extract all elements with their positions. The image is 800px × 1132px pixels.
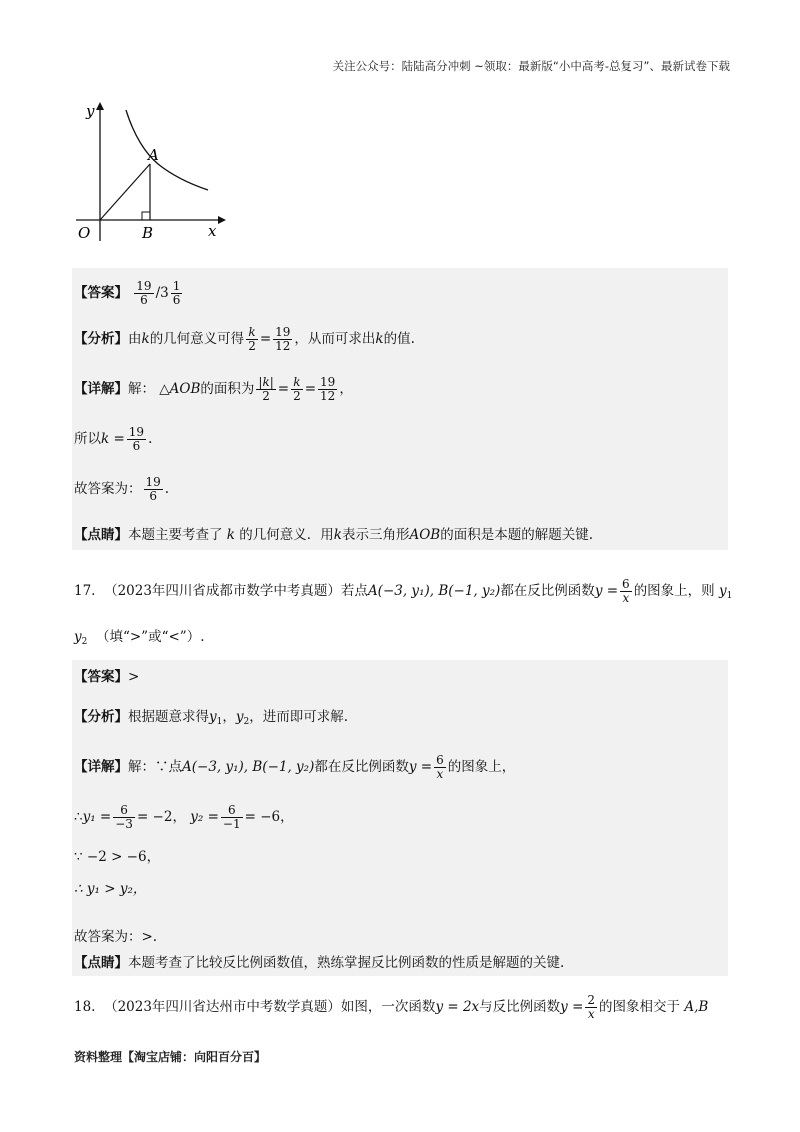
q16-so: 所以k = $\frac{19}{6}$ . bbox=[74, 425, 153, 453]
x-axis-label: x bbox=[208, 222, 217, 240]
header-note: 关注公众号：陆陆高分冲刺 ~领取：最新版“小中高考-总复习”、最新试卷下载 bbox=[332, 59, 730, 73]
q17-question-line2: $y_2$ （填“>”或“<”）. bbox=[74, 629, 205, 647]
q16-detail: 【详解】解： △AOB的面积为 $\frac{|k|}{2}$ = $\frac{k}{2}$ = $\frac{19}{12}$ ， bbox=[74, 375, 353, 403]
q17-answer: 【答案】> bbox=[74, 669, 140, 685]
origin-label: O bbox=[78, 224, 91, 242]
q16-analysis: 【分析】由k的几何意义可得 $\frac{k}{2}$ = $\frac{19}{12}$ ，从而可求出k的值. bbox=[74, 325, 415, 353]
q16-answer: 【答案】 $\frac{19}{6}$ /3 $\frac{1}{6}$ bbox=[74, 279, 181, 307]
hyperbola-figure bbox=[68, 96, 228, 246]
y-axis-label: y bbox=[86, 102, 95, 120]
q17-detail: 【详解】解：∵点A(−3, y₁), B(−1, y₂)都在反比例函数y = $\frac{6}{x}$ 的图象上， bbox=[74, 753, 516, 781]
point-b-label: B bbox=[142, 224, 154, 242]
q17-final: 故答案为：>. bbox=[74, 929, 158, 945]
q16-final: 故答案为： $\frac{19}{6}$ . bbox=[74, 475, 170, 503]
q17-comment: 【点睛】本题考查了比较反比例函数值，熟练掌握反比例函数的性质是解题的关键. bbox=[74, 955, 565, 971]
q17-compare-line: ∵ −2 > −6， bbox=[74, 849, 161, 865]
q17-question-line1: 17. （2023年四川省成都市数学中考真题）若点A(−3, y₁), B(−1, y₂)都在反比例函数y = $\frac{6}{x}$ 的图象上，则 $y_1$ bbox=[74, 577, 733, 605]
q16-comment: 【点睛】本题主要考查了 k 的几何意义．用k表示三角形AOB的面积是本题的解题关键. bbox=[74, 527, 594, 543]
q17-analysis: 【分析】根据题意求得$y_1$，$y_2$，进而即可求解. bbox=[74, 709, 349, 727]
q16-solution-block bbox=[72, 268, 728, 550]
footer-note: 资料整理【淘宝店铺：向阳百分百】 bbox=[74, 1050, 267, 1064]
point-a-label: A bbox=[148, 146, 159, 164]
q17-calc-line: ∴y₁ = $\frac{6}{-3}$ = −2， y₂ = $\frac{6}{-1}$ = −6， bbox=[74, 803, 294, 831]
q17-conclusion-line: ∴ y₁ > y₂， bbox=[74, 881, 147, 897]
q18-question: 18. （2023年四川省达州市中考数学真题）如图，一次函数y = 2x与反比例函数y = $\frac{2}{x}$ 的图象相交于 A,B bbox=[74, 993, 709, 1021]
